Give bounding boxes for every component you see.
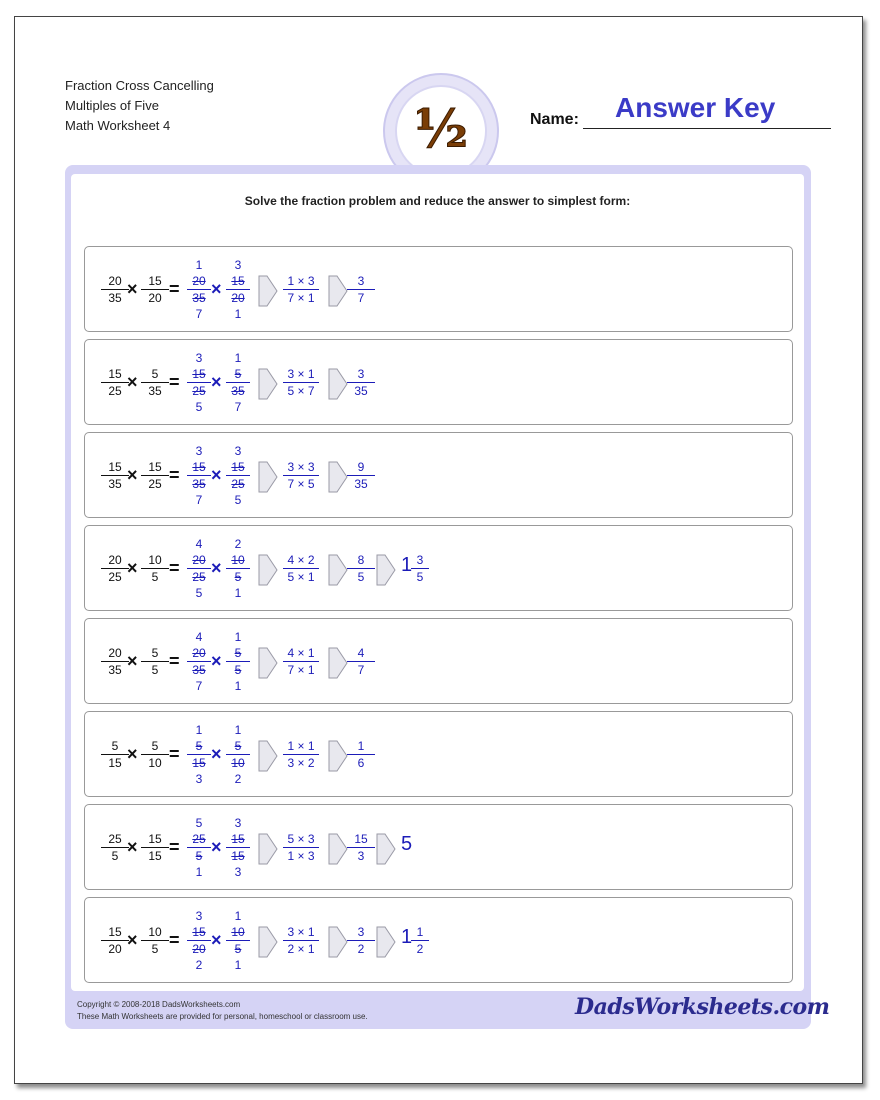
cancelled-second-fraction-reduced-numerator: 1	[234, 909, 242, 923]
step-arrow-icon	[257, 460, 279, 494]
equals-sign: =	[169, 837, 180, 857]
times-sign: ×	[211, 837, 222, 857]
cancelled-second-fraction-original-denominator: 25	[231, 477, 245, 491]
cancelled-second-fraction	[226, 815, 250, 880]
product-fraction	[283, 459, 319, 492]
product-fraction-numerator: 5 × 3	[287, 832, 315, 846]
cancelled-first-fraction-original-denominator: 20	[192, 942, 206, 956]
result-fraction-numerator: 3	[357, 925, 365, 939]
first-fraction-numerator: 5	[111, 739, 119, 753]
cancelled-first-fraction	[187, 443, 211, 508]
product-fraction-denominator: 7 × 1	[287, 663, 315, 677]
first-fraction-numerator: 15	[108, 460, 122, 474]
first-fraction	[101, 552, 129, 585]
cancelled-second-fraction-original-denominator: 15	[231, 849, 245, 863]
mixed-whole-number: 1	[401, 926, 413, 948]
product-fraction	[283, 366, 319, 399]
second-fraction	[141, 273, 169, 306]
first-fraction-numerator: 25	[108, 832, 122, 846]
result-fraction-denominator: 5	[357, 570, 365, 584]
step-arrow-icon	[327, 739, 349, 773]
product-fraction-denominator: 5 × 1	[287, 570, 315, 584]
cancelled-second-fraction	[226, 443, 250, 508]
result-fraction-denominator: 3	[357, 849, 365, 863]
result-fraction-denominator: 6	[357, 756, 365, 770]
first-fraction-numerator: 15	[108, 925, 122, 939]
product-fraction-numerator: 4 × 2	[287, 553, 315, 567]
first-fraction-denominator: 35	[108, 477, 122, 491]
second-fraction	[141, 831, 169, 864]
second-fraction	[141, 924, 169, 957]
first-fraction-numerator: 15	[108, 367, 122, 381]
product-fraction	[283, 645, 319, 678]
cancelled-second-fraction-original-denominator: 5	[234, 570, 242, 584]
product-fraction-denominator: 5 × 7	[287, 384, 315, 398]
mixed-fraction-numerator: 1	[416, 925, 424, 939]
times-sign: ×	[127, 744, 138, 764]
product-fraction	[283, 273, 319, 306]
cancelled-second-fraction-reduced-denominator: 1	[234, 958, 242, 972]
times-sign: ×	[127, 930, 138, 950]
cancelled-first-fraction-original-numerator: 20	[192, 646, 206, 660]
first-fraction-denominator: 35	[108, 663, 122, 677]
cancelled-first-fraction-reduced-numerator: 4	[195, 537, 203, 551]
mixed-fraction-denominator: 5	[416, 570, 424, 584]
worksheet-subtitle: Multiples of Five	[65, 98, 159, 113]
step-arrow-icon	[257, 646, 279, 680]
first-fraction	[101, 273, 129, 306]
result-fraction	[347, 831, 375, 864]
cancelled-first-fraction-reduced-denominator: 2	[195, 958, 203, 972]
cancelled-second-fraction-reduced-numerator: 1	[234, 723, 242, 737]
result-fraction	[347, 738, 375, 771]
first-fraction-numerator: 20	[108, 553, 122, 567]
cancelled-second-fraction	[226, 629, 250, 694]
copyright-text: Copyright © 2008-2018 DadsWorksheets.com	[77, 1000, 241, 1009]
step-arrow-icon	[327, 925, 349, 959]
first-fraction	[101, 924, 129, 957]
cancelled-first-fraction-original-denominator: 25	[192, 384, 206, 398]
times-sign: ×	[127, 372, 138, 392]
step-arrow-icon	[257, 553, 279, 587]
step-arrow-icon	[327, 274, 349, 308]
problem-row	[84, 804, 793, 890]
times-sign: ×	[127, 837, 138, 857]
first-fraction-denominator: 25	[108, 384, 122, 398]
cancelled-first-fraction-reduced-denominator: 5	[195, 586, 203, 600]
cancelled-first-fraction-reduced-numerator: 5	[195, 816, 203, 830]
cancelled-second-fraction	[226, 257, 250, 322]
cancelled-first-fraction-reduced-denominator: 5	[195, 400, 203, 414]
result-fraction-denominator: 7	[357, 663, 365, 677]
cancelled-first-fraction-reduced-denominator: 1	[195, 865, 203, 879]
cancelled-first-fraction	[187, 722, 211, 787]
cancelled-second-fraction-reduced-numerator: 1	[234, 351, 242, 365]
cancelled-first-fraction-original-numerator: 15	[192, 925, 206, 939]
result-fraction	[347, 924, 375, 957]
second-fraction	[141, 459, 169, 492]
cancelled-second-fraction-original-numerator: 5	[234, 646, 242, 660]
cancelled-second-fraction-original-denominator: 35	[231, 384, 245, 398]
problem-row	[84, 246, 793, 332]
mixed-fraction-denominator: 2	[416, 942, 424, 956]
first-fraction	[101, 645, 129, 678]
cancelled-first-fraction-original-denominator: 15	[192, 756, 206, 770]
problem-row	[84, 618, 793, 704]
problem-panel	[71, 174, 804, 991]
cancelled-second-fraction	[226, 722, 250, 787]
second-fraction	[141, 645, 169, 678]
answer-key-label: Answer Key	[615, 92, 776, 123]
result-fraction-numerator: 3	[357, 274, 365, 288]
worksheet-page	[14, 16, 863, 1084]
equals-sign: =	[169, 651, 180, 671]
usage-note: These Math Worksheets are provided for personal, homeschool or classroom use.	[77, 1012, 368, 1021]
second-fraction-denominator: 5	[151, 942, 159, 956]
name-line	[583, 128, 831, 129]
result-fraction-denominator: 2	[357, 942, 365, 956]
step-arrow-icon	[327, 646, 349, 680]
cancelled-first-fraction-reduced-numerator: 1	[195, 258, 203, 272]
first-fraction	[101, 831, 129, 864]
cancelled-second-fraction-reduced-denominator: 1	[234, 307, 242, 321]
cancelled-second-fraction-reduced-numerator: 3	[234, 816, 242, 830]
cancelled-second-fraction-reduced-denominator: 7	[234, 400, 242, 414]
mixed-whole-number: 1	[401, 554, 413, 576]
times-sign: ×	[211, 465, 222, 485]
cancelled-first-fraction	[187, 257, 211, 322]
cancelled-first-fraction-original-denominator: 35	[192, 477, 206, 491]
cancelled-second-fraction-original-numerator: 10	[231, 553, 245, 567]
product-fraction	[283, 738, 319, 771]
product-fraction	[283, 924, 319, 957]
product-fraction-numerator: 1 × 3	[287, 274, 315, 288]
result-fraction-numerator: 1	[357, 739, 365, 753]
cancelled-second-fraction-reduced-denominator: 1	[234, 679, 242, 693]
result-fraction	[347, 552, 375, 585]
mixed-fraction	[411, 552, 429, 585]
brand-logo: DadsWorksheets.com	[575, 994, 830, 1020]
cancelled-second-fraction-reduced-numerator: 3	[234, 444, 242, 458]
step-arrow-icon	[257, 925, 279, 959]
cancelled-second-fraction-original-numerator: 5	[234, 739, 242, 753]
cancelled-first-fraction-original-denominator: 35	[192, 663, 206, 677]
cancelled-first-fraction-original-denominator: 35	[192, 291, 206, 305]
product-fraction-denominator: 7 × 1	[287, 291, 315, 305]
cancelled-first-fraction-reduced-denominator: 3	[195, 772, 203, 786]
first-fraction-denominator: 5	[111, 849, 119, 863]
times-sign: ×	[127, 465, 138, 485]
cancelled-first-fraction-reduced-denominator: 7	[195, 307, 203, 321]
cancelled-second-fraction-original-numerator: 15	[231, 832, 245, 846]
step-arrow-icon	[375, 832, 397, 866]
cancelled-first-fraction	[187, 908, 211, 973]
cancelled-first-fraction-reduced-numerator: 4	[195, 630, 203, 644]
equals-sign: =	[169, 372, 180, 392]
second-fraction-numerator: 10	[148, 553, 162, 567]
product-fraction-numerator: 3 × 3	[287, 460, 315, 474]
second-fraction-numerator: 15	[148, 832, 162, 846]
mixed-whole-number: 5	[401, 833, 413, 855]
product-fraction-numerator: 3 × 1	[287, 367, 315, 381]
cancelled-first-fraction-reduced-numerator: 3	[195, 444, 203, 458]
cancelled-first-fraction	[187, 629, 211, 694]
cancelled-first-fraction-original-numerator: 5	[195, 739, 203, 753]
step-arrow-icon	[327, 553, 349, 587]
first-fraction	[101, 366, 129, 399]
result-fraction	[347, 273, 375, 306]
cancelled-second-fraction-original-numerator: 15	[231, 460, 245, 474]
product-fraction	[283, 831, 319, 864]
first-fraction-numerator: 20	[108, 274, 122, 288]
logo-text: ½	[413, 99, 469, 160]
times-sign: ×	[211, 279, 222, 299]
second-fraction-denominator: 25	[148, 477, 162, 491]
cancelled-first-fraction	[187, 815, 211, 880]
cancelled-first-fraction-reduced-numerator: 3	[195, 909, 203, 923]
cancelled-second-fraction-original-denominator: 5	[234, 663, 242, 677]
second-fraction-denominator: 35	[148, 384, 162, 398]
product-fraction-denominator: 1 × 3	[287, 849, 315, 863]
second-fraction	[141, 738, 169, 771]
cancelled-first-fraction-original-numerator: 15	[192, 460, 206, 474]
cancelled-second-fraction-original-denominator: 20	[231, 291, 245, 305]
problem-row	[84, 525, 793, 611]
result-fraction-denominator: 7	[357, 291, 365, 305]
step-arrow-icon	[257, 367, 279, 401]
equals-sign: =	[169, 558, 180, 578]
cancelled-second-fraction-original-denominator: 5	[234, 942, 242, 956]
times-sign: ×	[211, 651, 222, 671]
second-fraction-numerator: 5	[151, 739, 159, 753]
step-arrow-icon	[375, 553, 397, 587]
cancelled-second-fraction-original-numerator: 5	[234, 367, 242, 381]
second-fraction-denominator: 5	[151, 663, 159, 677]
times-sign: ×	[211, 744, 222, 764]
result-fraction-denominator: 35	[354, 477, 368, 491]
cancelled-second-fraction-reduced-numerator: 2	[234, 537, 242, 551]
times-sign: ×	[127, 279, 138, 299]
first-fraction	[101, 738, 129, 771]
first-fraction-denominator: 20	[108, 942, 122, 956]
product-fraction-denominator: 7 × 5	[287, 477, 315, 491]
first-fraction-numerator: 20	[108, 646, 122, 660]
result-fraction-numerator: 8	[357, 553, 365, 567]
second-fraction	[141, 552, 169, 585]
first-fraction-denominator: 15	[108, 756, 122, 770]
second-fraction-denominator: 10	[148, 756, 162, 770]
step-arrow-icon	[327, 832, 349, 866]
step-arrow-icon	[375, 925, 397, 959]
result-fraction-numerator: 15	[354, 832, 368, 846]
cancelled-second-fraction	[226, 350, 250, 415]
worksheet-number: Math Worksheet 4	[65, 118, 171, 133]
equals-sign: =	[169, 465, 180, 485]
result-fraction	[347, 645, 375, 678]
result-fraction-numerator: 4	[357, 646, 365, 660]
product-fraction-numerator: 3 × 1	[287, 925, 315, 939]
times-sign: ×	[127, 651, 138, 671]
mixed-fraction	[411, 924, 429, 957]
equals-sign: =	[169, 744, 180, 764]
problem-row	[84, 339, 793, 425]
cancelled-second-fraction-reduced-denominator: 2	[234, 772, 242, 786]
cancelled-first-fraction	[187, 350, 211, 415]
second-fraction-numerator: 10	[148, 925, 162, 939]
first-fraction-denominator: 35	[108, 291, 122, 305]
second-fraction-numerator: 15	[148, 460, 162, 474]
mixed-fraction-numerator: 3	[416, 553, 424, 567]
cancelled-second-fraction-original-numerator: 15	[231, 274, 245, 288]
cancelled-first-fraction-reduced-numerator: 1	[195, 723, 203, 737]
product-fraction-numerator: 4 × 1	[287, 646, 315, 660]
equals-sign: =	[169, 279, 180, 299]
step-arrow-icon	[257, 832, 279, 866]
product-fraction-numerator: 1 × 1	[287, 739, 315, 753]
times-sign: ×	[211, 558, 222, 578]
cancelled-first-fraction-original-denominator: 5	[195, 849, 203, 863]
times-sign: ×	[211, 930, 222, 950]
cancelled-first-fraction-original-numerator: 20	[192, 553, 206, 567]
cancelled-second-fraction-reduced-numerator: 1	[234, 630, 242, 644]
one-half-icon	[397, 87, 485, 175]
second-fraction-denominator: 20	[148, 291, 162, 305]
worksheet-title: Fraction Cross Cancelling	[65, 78, 214, 93]
name-label: Name:	[530, 111, 579, 128]
cancelled-first-fraction-original-numerator: 25	[192, 832, 206, 846]
result-fraction	[347, 459, 375, 492]
cancelled-first-fraction-reduced-numerator: 3	[195, 351, 203, 365]
cancelled-first-fraction	[187, 536, 211, 601]
second-fraction-numerator: 5	[151, 367, 159, 381]
times-sign: ×	[211, 372, 222, 392]
result-fraction	[347, 366, 375, 399]
step-arrow-icon	[327, 367, 349, 401]
result-fraction-numerator: 9	[357, 460, 365, 474]
second-fraction	[141, 366, 169, 399]
cancelled-first-fraction-original-numerator: 15	[192, 367, 206, 381]
cancelled-second-fraction	[226, 908, 250, 973]
first-fraction-denominator: 25	[108, 570, 122, 584]
footer	[77, 999, 368, 1023]
cancelled-second-fraction-reduced-denominator: 3	[234, 865, 242, 879]
second-fraction-numerator: 5	[151, 646, 159, 660]
instructions: Solve the fraction problem and reduce the answer to simplest form:	[244, 194, 631, 208]
problem-row	[84, 897, 793, 983]
first-fraction	[101, 459, 129, 492]
equals-sign: =	[169, 930, 180, 950]
step-arrow-icon	[257, 739, 279, 773]
second-fraction-numerator: 15	[148, 274, 162, 288]
times-sign: ×	[127, 558, 138, 578]
product-fraction-denominator: 2 × 1	[287, 942, 315, 956]
cancelled-first-fraction-reduced-denominator: 7	[195, 679, 203, 693]
cancelled-second-fraction-reduced-denominator: 1	[234, 586, 242, 600]
step-arrow-icon	[327, 460, 349, 494]
second-fraction-denominator: 5	[151, 570, 159, 584]
problem-row	[84, 711, 793, 797]
cancelled-first-fraction-original-denominator: 25	[192, 570, 206, 584]
product-fraction	[283, 552, 319, 585]
cancelled-first-fraction-reduced-denominator: 7	[195, 493, 203, 507]
result-fraction-denominator: 35	[354, 384, 368, 398]
cancelled-second-fraction-original-denominator: 10	[231, 756, 245, 770]
problem-row	[84, 432, 793, 518]
result-fraction-numerator: 3	[357, 367, 365, 381]
cancelled-second-fraction-original-numerator: 10	[231, 925, 245, 939]
product-fraction-denominator: 3 × 2	[287, 756, 315, 770]
step-arrow-icon	[257, 274, 279, 308]
cancelled-first-fraction-original-numerator: 20	[192, 274, 206, 288]
second-fraction-denominator: 15	[148, 849, 162, 863]
cancelled-second-fraction-reduced-denominator: 5	[234, 493, 242, 507]
cancelled-second-fraction-reduced-numerator: 3	[234, 258, 242, 272]
cancelled-second-fraction	[226, 536, 250, 601]
